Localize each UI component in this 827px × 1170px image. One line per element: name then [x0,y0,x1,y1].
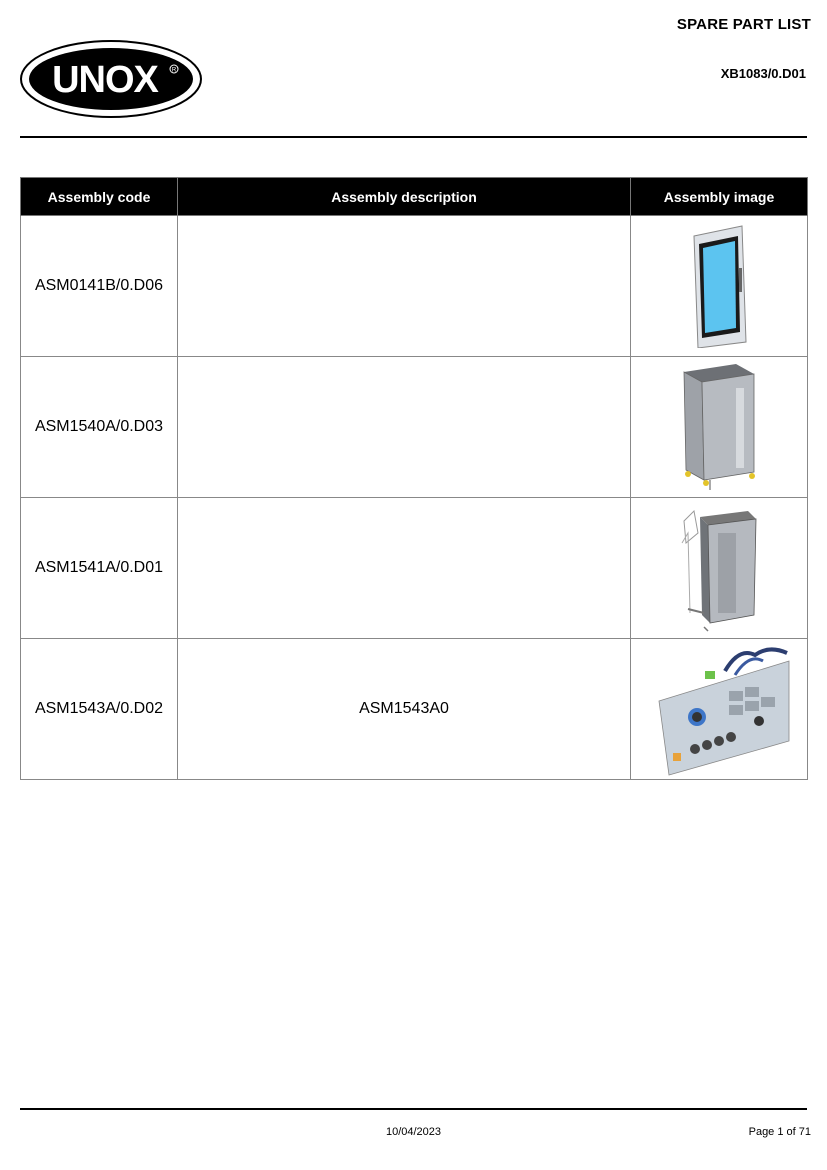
footer-divider [20,1108,807,1110]
assembly-description: ASM1543A0 [178,639,631,780]
oven-door-icon [684,224,754,348]
page-number: Page 1 of 71 [748,1126,811,1138]
column-header-image: Assembly image [631,178,808,216]
unox-logo [19,39,204,119]
electrical-panel-icon [639,641,799,777]
header-divider [20,136,807,138]
oven-chamber-icon [674,503,764,633]
oven-cabinet-icon [674,362,764,492]
assembly-description [178,357,631,498]
assembly-image-cell [631,639,808,780]
table-header-row [21,178,808,216]
table-row [21,216,808,357]
footer-date: 10/04/2023 [385,1126,442,1138]
column-header-code: Assembly code [21,178,178,216]
column-header-description: Assembly description [178,178,631,216]
logo-text: UNOX [52,59,158,101]
assembly-description [178,216,631,357]
table-row [21,357,808,498]
assembly-code: ASM1543A/0.D02 [21,639,178,780]
assembly-code: ASM0141B/0.D06 [21,216,178,357]
assembly-image-cell [631,357,808,498]
table-row [21,639,808,780]
assembly-image-cell [631,498,808,639]
assembly-table [20,177,808,780]
assembly-description [178,498,631,639]
assembly-image-cell [631,216,808,357]
document-title: SPARE PART LIST [676,16,811,33]
assembly-code: ASM1541A/0.D01 [21,498,178,639]
document-code: XB1083/0.D01 [720,66,806,81]
svg-text:R: R [171,67,177,74]
assembly-code: ASM1540A/0.D03 [21,357,178,498]
table-row [21,498,808,639]
